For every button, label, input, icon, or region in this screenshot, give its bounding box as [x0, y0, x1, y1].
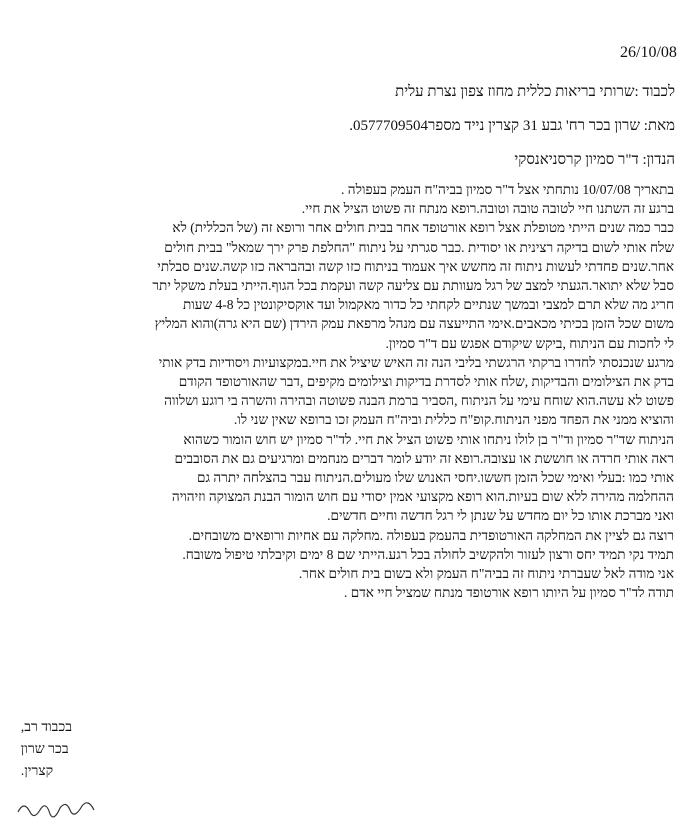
body-line: תודה לד"ר סמיון על היותו רופא אורטופד מנתח שמציל חיי אדם .: [343, 585, 674, 601]
body-line: ברגע זה השתנו חיי לטובה טובה וטובה.רופא מנתח זה פשוט הציל את חיי.: [301, 201, 674, 217]
body-line: לי לחכות עם הניתוח ,ביקש שיקודם אפגש עם ד"ר סמיון.: [385, 335, 674, 351]
body-line: הניתוח שד"ר סמיון וד"ר בן לולו ניתחו אותי פשוט הציל את חיי. לד"ר סמיון יש חוש הומור כשהוא: [183, 431, 674, 447]
subject-line: הנדון: ד"ר סמיון קרסניאנסקי: [514, 152, 675, 168]
body-line: בתאריך 10/07/08 נותחתי אצל ד"ר סמיון בביה"ח העמק בעפולה .: [341, 182, 674, 197]
body-line: רוצה גם לציין את המחלקה האורטופדית בהעמק בעפולה .מחלקה עם אחיות ורופאים משובחים.: [188, 527, 674, 543]
closing-line: בכר שרון: [20, 742, 69, 757]
body-line: ראה אותי חרדה או חוששת או עצובה.רופא זה יודע לומר דברים מנחמים ומרגיעים גם את הסובבים: [174, 450, 674, 466]
body-line: חריג מה שלא תרם למצבי ובמשך שנתיים לקחתי כל כדור מאקמול ועד אוקסיקונטין כל 4-8 שעות: [182, 297, 674, 313]
closing-block: [21, 717, 72, 783]
body-line: שלח אותי לשום בדיקה רצינית או יסודית .כבר סגרתי על ניתוח "החלפת פרק ירך שמאל" בבית חולים: [164, 239, 674, 255]
closing-line: קצרין.: [20, 764, 54, 779]
handwritten-signature: [10, 790, 110, 830]
sender-line: מאת: שרון בכר רח' גבע 31 קצרין נייד מספר0577709504.: [349, 118, 675, 134]
body-line: אחר.שנים פחדתי לעשות ניתוח זה מחשש איך אעמוד בניתוח כזו קשה ובהבראה כזו קשה.שנים סבלתי: [157, 258, 674, 274]
body-line: בדק את הצילומים והבדיקות ,שלח אותי לסדרת בדיקות וצילומים מקיפים ,דבר שהאורטופד הקודם: [178, 374, 674, 390]
closing-line: בכבוד רב,: [20, 720, 72, 735]
letter-body: [30, 180, 674, 602]
body-line: תמיד נקי תמיד יחס ורצון לעזור ולהקשיב לחולה בכל רגע.הייתי שם 8 ימים וקיבלתי טיפול משובח.: [182, 546, 674, 562]
body-line: ואני מברכת אותו כל יום מחדש על שנתן לי רגל חדשה וחיים חדשים.: [327, 508, 674, 524]
body-line: והוציא ממני את הפחד מפני הניתוח.קופ"ח כללית וביה"ח העמק זכו ברופא שאין שני לו.: [233, 412, 674, 428]
body-line: מרגע שנכנסתי לחדרו ברקתי הרגשתי בליבי הנה זה האיש שיציל את חיי.במקצועיות ויסודיות בדק אותי: [158, 354, 674, 370]
body-line: משום שכל הזמן בכיתי מכאבים.אימי התייעצה עם מנהל מרפאת עמק הירדן (שם היא גרה)והוא המליץ: [154, 316, 674, 332]
body-line: כבר כמה שנים הייתי מטופלת אצל רופא אורטופד אחר בבית חולים אחר ורופא זה (של הכללית) לא: [172, 220, 674, 236]
body-line: סבל שלא יתואר.הגעתי למצב של רגל מעוותת עם צליעה קשה ועקמת בכל הגוף.הייתי בעלת משקל יתר: [152, 278, 674, 294]
body-line: פשוט לא עשה.הוא שוחח עימי על הניתוח ,הסביר ברמת הבנה פשוטה ובהירה והשרה בי רוגע ושלווה: [164, 393, 674, 409]
recipient-line: לכבוד :שרותי בריאות כללית מחוז צפון נצרת עלית: [395, 84, 675, 100]
body-line: אותי כמו :בעלי ואימי שכל הזמן חששו.יחסי האנוש שלו מעולים.הניתוח עבר בהצלחה יתרה גם: [196, 470, 674, 486]
letter-date: 26/10/08: [620, 44, 677, 61]
body-line: אני מודה לאל שעברתי ניתוח זה בביה"ח העמק ולא בשום בית חולים אחר.: [298, 566, 674, 582]
body-line: ההחלמה מהירה ללא שום בעיות.הוא רופא מקצועי אמין יסודי עם חוש הומור הבנת המצוקה וזיהויה: [171, 489, 674, 505]
